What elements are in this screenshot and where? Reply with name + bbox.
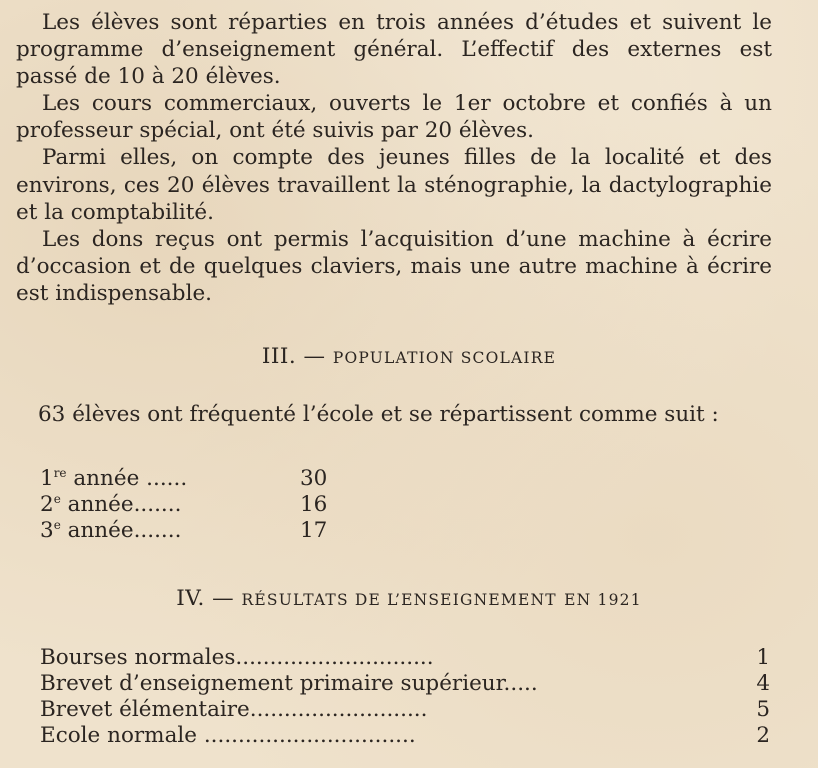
section-3-heading — [0, 344, 818, 369]
result-count: 4 — [756, 671, 770, 696]
year-number: 1 — [40, 466, 54, 491]
year-distribution-table — [40, 466, 327, 544]
result-count: 1 — [756, 645, 770, 670]
results-table — [40, 645, 770, 749]
body-text — [16, 9, 772, 307]
year-label — [40, 466, 300, 492]
year-suffix: e — [53, 492, 61, 506]
paragraph-2-text: Les cours commerciaux, ouverts le 1er octobre et confiés à un professeur spécial, ont été suivis par 20 élèves. — [16, 91, 772, 144]
result-label: Brevet d’enseignement primaire supérieur..... — [40, 671, 538, 696]
result-count: 2 — [756, 723, 770, 748]
year-number: 2 — [40, 492, 54, 517]
year-count: 17 — [300, 518, 328, 543]
year-text: année....... — [60, 492, 182, 517]
table-row — [40, 492, 327, 518]
table-row — [40, 697, 770, 723]
section-4-numeral: IV. — — [176, 586, 235, 611]
paragraph-1: Les élèves sont réparties en trois années d’études et suivent le programme d’enseignement général. L’effectif des externes est passé de 10 à 20 élèves. — [16, 10, 772, 90]
year-label — [40, 518, 300, 544]
table-row — [40, 723, 770, 749]
year-number: 3 — [40, 518, 54, 543]
table-row — [40, 466, 327, 492]
section-4-heading — [0, 586, 818, 611]
section-3-numeral: III. — — [261, 344, 326, 369]
table-row — [40, 645, 770, 671]
result-label: Ecole normale ............................... — [40, 723, 416, 748]
paragraph-4: Les dons reçus ont permis l’acquisition d’une machine à écrire d’occasion et de quelques claviers, mais une autre machine à écrire est indispensable. — [16, 226, 772, 306]
result-label: Brevet élémentaire.......................... — [40, 697, 428, 722]
year-text: année....... — [60, 518, 182, 543]
section-4-title: RÉSULTATS DE L’ENSEIGNEMENT — [241, 591, 557, 609]
section-4-year: EN 1921 — [564, 591, 642, 609]
year-text: année ...... — [66, 466, 188, 491]
year-suffix: e — [53, 518, 61, 532]
paragraph-2 — [16, 90, 772, 144]
result-label: Bourses normales............................. — [40, 645, 434, 670]
year-count: 16 — [300, 492, 328, 517]
section-3-title: POPULATION SCOLAIRE — [332, 349, 557, 367]
result-count: 5 — [756, 697, 770, 722]
year-suffix: re — [53, 466, 67, 480]
table-row — [40, 671, 770, 697]
section-3-intro: 63 élèves ont fréquenté l’école et se répartissent comme suit : — [38, 402, 719, 427]
year-count: 30 — [300, 466, 328, 491]
paragraph-3: Parmi elles, on compte des jeunes filles de la localité et des environs, ces 20 élèves travaillent la sténographie, la dactylographie et la comptabilité. — [16, 145, 772, 225]
year-label — [40, 492, 300, 518]
table-row — [40, 518, 327, 544]
